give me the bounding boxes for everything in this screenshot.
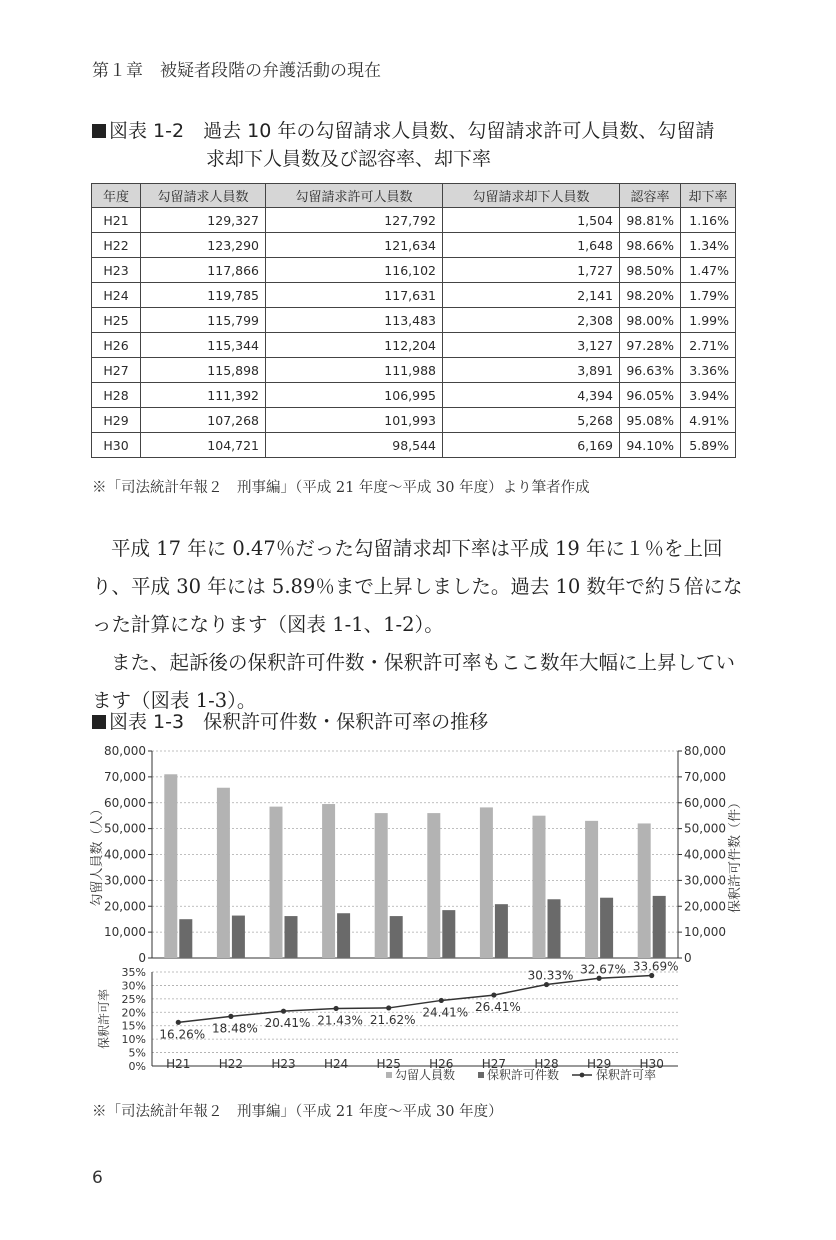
data-label-bail-rate: 24.41% [422, 1005, 469, 1020]
bar-detention [427, 813, 440, 958]
bar-detention [164, 774, 177, 958]
figure-1-3-title-text: 図表 1-3 保釈許可件数・保釈許可率の推移 [109, 711, 489, 733]
table-cell: 6,169 [443, 433, 620, 458]
table-cell: 129,327 [141, 208, 266, 233]
x-tick-label: H29 [586, 1057, 612, 1071]
table-cell: H25 [92, 308, 141, 333]
page-number: 6 [92, 1168, 103, 1188]
y-tick-label-right: 70,000 [684, 769, 726, 784]
table-cell: 1,504 [443, 208, 620, 233]
bar-detention [375, 813, 388, 958]
table-cell: 98.50% [620, 258, 681, 283]
bar-detention [270, 807, 283, 958]
data-label-bail-rate: 30.33% [527, 968, 574, 983]
table-cell: H26 [92, 333, 141, 358]
bar-bail-count [600, 898, 613, 958]
table-cell: 2.71% [681, 333, 736, 358]
y-axis-title-left: 勾留人員数（人） [90, 802, 105, 907]
table-cell: 119,785 [141, 283, 266, 308]
line-point-bail-rate [544, 982, 549, 987]
table-cell: 115,898 [141, 358, 266, 383]
line-point-bail-rate [281, 1009, 286, 1014]
table-cell: 117,631 [266, 283, 443, 308]
bar-detention [585, 821, 598, 958]
table-cell: 5,268 [443, 408, 620, 433]
table-cell: 115,799 [141, 308, 266, 333]
column-header-rejected: 勾留請求却下人員数 [443, 184, 620, 208]
y-tick-label-left: 70,000 [104, 769, 146, 784]
column-header-year: 年度 [92, 184, 141, 208]
data-label-bail-rate: 26.41% [475, 1000, 521, 1015]
table-cell: 98.20% [620, 283, 681, 308]
body-paragraph-1: 平成 17 年に 0.47％だった勾留請求却下率は平成 19 年に１％を上回り、平成 30 年には 5.89％まで上昇しました。過去 10 数年で約５倍になった計算になります（図表 1-1、1-2）。 [92, 537, 743, 636]
y-tick-label-left: 80,000 [104, 744, 146, 758]
y-tick-label-left: 30,000 [104, 873, 146, 888]
x-tick-label: H24 [323, 1057, 349, 1071]
table-cell: 98.81% [620, 208, 681, 233]
y-tick-label-left: 60,000 [104, 795, 146, 810]
y-tick-label-right: 80,000 [684, 744, 726, 758]
y-tick-label-right: 20,000 [684, 899, 726, 914]
bar-bail-count [232, 916, 245, 958]
line-point-bail-rate [649, 973, 654, 978]
y-tick-label-bottom: 0% [128, 1060, 146, 1073]
bar-bail-count [285, 916, 298, 958]
y-axis-title-bottom: 保釈許可率 [97, 988, 111, 1050]
table-cell: H27 [92, 358, 141, 383]
x-tick-label: H26 [429, 1057, 454, 1071]
table-cell: 1.16% [681, 208, 736, 233]
table-cell: 2,308 [443, 308, 620, 333]
y-tick-label-right: 0 [684, 951, 692, 965]
column-header-granted: 勾留請求許可人員数 [266, 184, 443, 208]
table-cell: 113,483 [266, 308, 443, 333]
y-tick-label-bottom: 15% [121, 1019, 146, 1033]
y-axis-title-right: 保釈許可件数（件） [728, 795, 743, 914]
table-cell: 107,268 [141, 408, 266, 433]
figure-1-2-title-line2: 求却下人員数及び認容率、却下率 [206, 148, 492, 170]
y-tick-label-left: 20,000 [104, 899, 146, 914]
y-tick-label-right: 30,000 [684, 873, 726, 888]
y-tick-label-bottom: 10% [121, 1033, 146, 1047]
data-label-bail-rate: 32.67% [580, 962, 626, 977]
column-header-rejection-rate: 却下率 [681, 184, 736, 208]
table-cell: 121,634 [266, 233, 443, 258]
data-label-bail-rate: 20.41% [264, 1016, 311, 1031]
table-cell: 111,988 [266, 358, 443, 383]
legend-marker-bail-rate [580, 1073, 585, 1078]
table-cell: H29 [92, 408, 141, 433]
bar-detention [533, 816, 546, 958]
data-label-bail-rate: 33.69% [632, 959, 679, 974]
y-tick-label-left: 0 [138, 951, 146, 965]
table-cell: 104,721 [141, 433, 266, 458]
y-tick-label-right: 10,000 [684, 925, 726, 940]
table-cell: H28 [92, 383, 141, 408]
x-tick-label: H21 [166, 1057, 191, 1071]
table-cell: 115,344 [141, 333, 266, 358]
table-cell: 1,727 [443, 258, 620, 283]
table-cell: 4.91% [681, 408, 736, 433]
table-cell: 3.36% [681, 358, 736, 383]
table-cell: 97.28% [620, 333, 681, 358]
column-header-approval-rate: 認容率 [620, 184, 681, 208]
x-tick-label: H28 [534, 1057, 559, 1071]
table-cell: 95.08% [620, 408, 681, 433]
table-cell: H22 [92, 233, 141, 258]
table-cell: 98,544 [266, 433, 443, 458]
figure-1-2-source-note: ※「司法統計年報２ 刑事編」（平成 21 年度～平成 30 年度）より筆者作成 [92, 480, 590, 496]
table-cell: 98.66% [620, 233, 681, 258]
legend-label-bail-count: 保釈許可件数 [487, 1068, 560, 1082]
y-tick-label-bottom: 20% [121, 1006, 146, 1020]
x-tick-label: H30 [639, 1057, 664, 1071]
table-cell: 3,127 [443, 333, 620, 358]
figure-1-3-source-note: ※「司法統計年報２ 刑事編」（平成 21 年度～平成 30 年度） [92, 1104, 503, 1120]
y-tick-label-bottom: 30% [121, 979, 146, 993]
table-cell: 4,394 [443, 383, 620, 408]
bar-detention [480, 807, 493, 958]
y-tick-label-left: 50,000 [104, 821, 146, 836]
table-cell: 127,792 [266, 208, 443, 233]
table-cell: 98.00% [620, 308, 681, 333]
table-cell: 123,290 [141, 233, 266, 258]
legend-label-bail-rate: 保釈許可率 [596, 1068, 657, 1082]
table-cell: 96.63% [620, 358, 681, 383]
data-label-bail-rate: 21.43% [317, 1013, 363, 1028]
chapter-header: 第１章 被疑者段階の弁護活動の現在 [92, 61, 381, 81]
line-point-bail-rate [439, 998, 444, 1003]
bar-detention [217, 788, 230, 958]
y-tick-label-right: 60,000 [684, 795, 726, 810]
table-cell: 106,995 [266, 383, 443, 408]
table-cell: 96.05% [620, 383, 681, 408]
y-tick-label-bottom: 35% [121, 966, 146, 979]
bar-bail-count [337, 913, 350, 958]
table-cell: 112,204 [266, 333, 443, 358]
legend-label-detention: 勾留人員数 [395, 1068, 456, 1082]
data-label-bail-rate: 16.26% [159, 1027, 206, 1042]
y-tick-label-right: 40,000 [684, 847, 726, 862]
bar-bail-count [390, 916, 403, 958]
bar-bail-count [495, 904, 508, 958]
bar-bail-count [179, 919, 192, 958]
line-point-bail-rate [491, 992, 496, 997]
table-cell: 1.34% [681, 233, 736, 258]
body-paragraph-2: また、起訴後の保釈許可件数・保釈許可率もここ数年大幅に上昇しています（図表 1-3）。 [92, 651, 736, 712]
line-point-bail-rate [176, 1020, 181, 1025]
table-cell: 116,102 [266, 258, 443, 283]
y-tick-label-left: 10,000 [104, 925, 146, 940]
table-cell: 111,392 [141, 383, 266, 408]
line-point-bail-rate [228, 1014, 233, 1019]
table-cell: 5.89% [681, 433, 736, 458]
y-tick-label-bottom: 25% [121, 992, 146, 1006]
bar-detention [638, 823, 651, 958]
data-label-bail-rate: 18.48% [212, 1021, 258, 1036]
x-tick-label: H27 [481, 1057, 507, 1071]
table-cell: H30 [92, 433, 141, 458]
table-cell: H24 [92, 283, 141, 308]
y-tick-label-right: 50,000 [684, 821, 726, 836]
legend-swatch-detention [386, 1072, 392, 1078]
table-cell: 117,866 [141, 258, 266, 283]
table-cell: H21 [92, 208, 141, 233]
figure-1-2-title-line1: 図表 1-2 過去 10 年の勾留請求人員数、勾留請求許可人員数、勾留請 [109, 120, 715, 142]
table-cell: 1.47% [681, 258, 736, 283]
table-cell: 1.79% [681, 283, 736, 308]
line-point-bail-rate [334, 1006, 339, 1011]
x-tick-label: H25 [376, 1057, 401, 1071]
bar-detention [322, 804, 335, 958]
bar-bail-count [548, 899, 561, 958]
y-tick-label-bottom: 5% [128, 1046, 146, 1060]
line-point-bail-rate [597, 976, 602, 981]
x-tick-label: H23 [271, 1057, 296, 1071]
table-cell: 101,993 [266, 408, 443, 433]
line-point-bail-rate [386, 1005, 391, 1010]
table-cell: 94.10% [620, 433, 681, 458]
y-tick-label-left: 40,000 [104, 847, 146, 862]
table-cell: 1,648 [443, 233, 620, 258]
bar-bail-count [653, 896, 666, 958]
data-label-bail-rate: 21.62% [369, 1012, 416, 1027]
x-tick-label: H22 [218, 1057, 244, 1071]
bar-bail-count [442, 910, 455, 958]
table-cell: 3.94% [681, 383, 736, 408]
table-cell: H23 [92, 258, 141, 283]
column-header-requests: 勾留請求人員数 [141, 184, 266, 208]
table-cell: 3,891 [443, 358, 620, 383]
table-cell: 1.99% [681, 308, 736, 333]
legend-swatch-bail-count [478, 1072, 484, 1078]
table-cell: 2,141 [443, 283, 620, 308]
